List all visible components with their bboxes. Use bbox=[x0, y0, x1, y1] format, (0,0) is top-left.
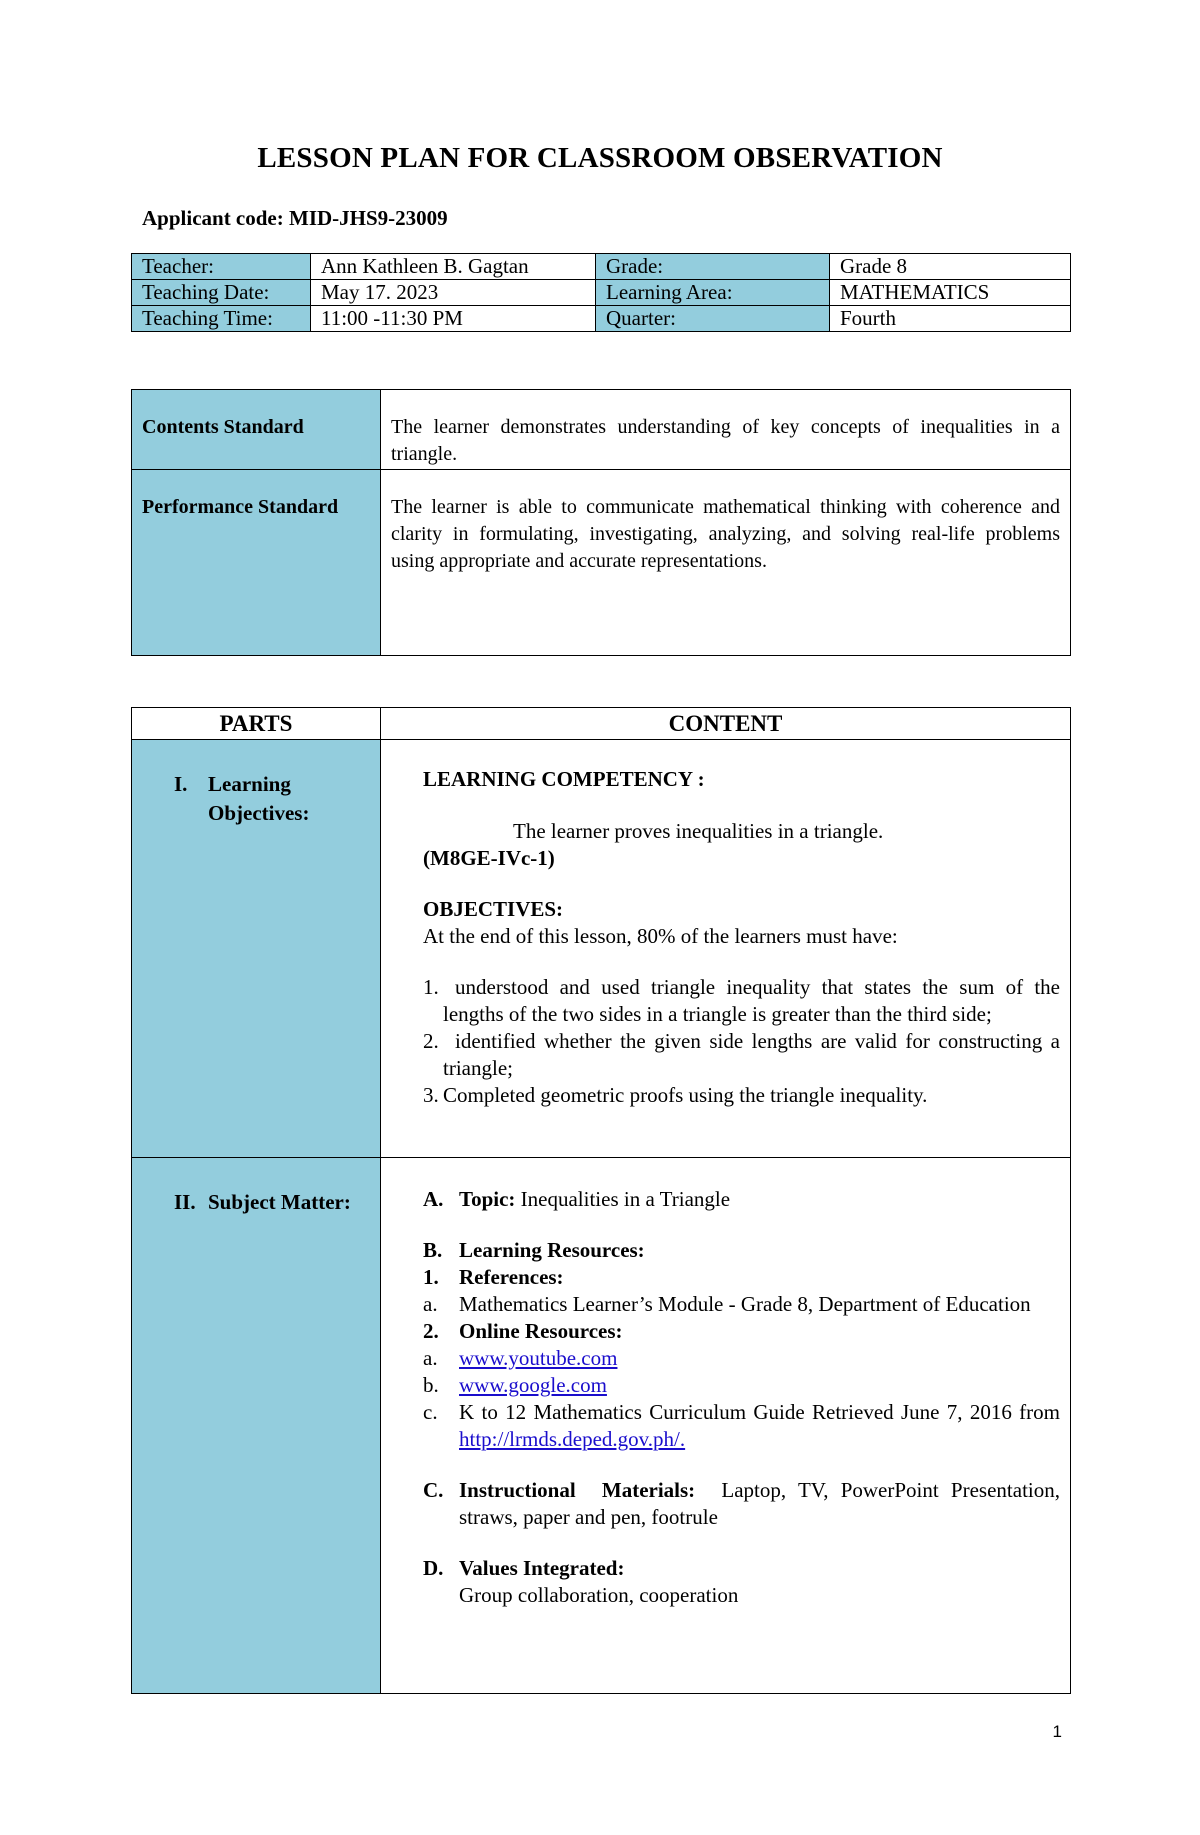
teacher-label: Teacher: bbox=[132, 254, 311, 280]
resources-label: Learning Resources: bbox=[459, 1238, 645, 1262]
content-standard-label: Contents Standard bbox=[132, 390, 381, 470]
performance-standard-label: Performance Standard bbox=[132, 470, 381, 656]
list-text: identified whether the given side lengths are valid for constructing a triangle; bbox=[443, 1029, 1060, 1080]
subject-matter-part-label bbox=[132, 1158, 381, 1694]
list-marker: a. bbox=[423, 1346, 438, 1370]
part-number: II. bbox=[174, 1190, 196, 1214]
youtube-link[interactable]: www.youtube.com bbox=[459, 1346, 618, 1370]
reference-a bbox=[423, 1291, 1060, 1318]
list-marker: b. bbox=[423, 1373, 439, 1397]
parts-column-header: PARTS bbox=[132, 708, 381, 740]
list-marker: 3. bbox=[423, 1083, 439, 1107]
topic-item bbox=[423, 1186, 1060, 1213]
materials-label: Instructional Materials: bbox=[459, 1478, 696, 1502]
online-resource-b bbox=[423, 1372, 1060, 1399]
references-label: References: bbox=[459, 1265, 564, 1289]
part-number: I. bbox=[174, 772, 188, 796]
online-resources-label: Online Resources: bbox=[459, 1319, 623, 1343]
standards-table bbox=[131, 389, 1071, 656]
teaching-date-label: Teaching Date: bbox=[132, 280, 311, 306]
content-column-header: CONTENT bbox=[381, 708, 1071, 740]
online-resource-a bbox=[423, 1345, 1060, 1372]
list-item bbox=[423, 1028, 1060, 1082]
materials-item bbox=[423, 1477, 1060, 1531]
curriculum-guide-text: K to 12 Mathematics Curriculum Guide Retrieved June 7, 2016 from bbox=[459, 1400, 1060, 1424]
info-row bbox=[132, 254, 1071, 280]
learning-area-value: MATHEMATICS bbox=[830, 280, 1071, 306]
materials-value: Laptop, TV, PowerPoint Presentation, straws, paper and pen, footrule bbox=[459, 1478, 1060, 1529]
topic-label: Topic: bbox=[459, 1187, 516, 1211]
part-title: Learning Objectives: bbox=[208, 772, 310, 825]
objectives-heading: OBJECTIVES: bbox=[423, 897, 564, 921]
performance-standard-row bbox=[132, 470, 1071, 656]
values-value: Group collaboration, cooperation bbox=[459, 1583, 739, 1607]
topic-value: Inequalities in a Triangle bbox=[520, 1187, 731, 1211]
competency-text: The learner proves inequalities in a triangle. bbox=[513, 819, 884, 843]
list-marker: A. bbox=[423, 1187, 444, 1211]
info-table bbox=[131, 253, 1071, 332]
quarter-label: Quarter: bbox=[596, 306, 830, 332]
objectives-part-label bbox=[132, 740, 381, 1158]
teaching-time-value: 11:00 -11:30 PM bbox=[311, 306, 596, 332]
quarter-value: Fourth bbox=[830, 306, 1071, 332]
objectives-content bbox=[381, 740, 1071, 1158]
list-marker: 2. bbox=[423, 1319, 439, 1343]
learning-area-label: Learning Area: bbox=[596, 280, 830, 306]
list-marker: c. bbox=[423, 1400, 438, 1424]
values-label: Values Integrated: bbox=[459, 1556, 625, 1580]
page-title: LESSON PLAN FOR CLASSROOM OBSERVATION bbox=[257, 142, 943, 174]
list-marker: a. bbox=[423, 1292, 438, 1316]
performance-standard-text: The learner is able to communicate mathematical thinking with coherence and clarity in formulating, investigating, analyzing, and solving real-life problems using appropriate and accurate representations. bbox=[381, 470, 1071, 656]
applicant-code: Applicant code: MID-JHS9-23009 bbox=[142, 206, 448, 230]
subject-matter-row bbox=[132, 1158, 1071, 1694]
part-title: Subject Matter: bbox=[208, 1190, 351, 1214]
list-marker: 1. bbox=[423, 975, 439, 999]
list-marker: D. bbox=[423, 1556, 444, 1580]
grade-value: Grade 8 bbox=[830, 254, 1071, 280]
list-item bbox=[423, 1082, 1060, 1109]
info-row bbox=[132, 306, 1071, 332]
grade-label: Grade: bbox=[596, 254, 830, 280]
list-item bbox=[423, 974, 1060, 1028]
content-standard-row bbox=[132, 390, 1071, 470]
competency-heading: LEARNING COMPETENCY : bbox=[423, 767, 705, 791]
values-item bbox=[423, 1555, 1060, 1609]
objectives-list bbox=[423, 974, 1060, 1109]
online-resource-c bbox=[423, 1399, 1060, 1453]
page-number: 1 bbox=[1052, 1722, 1062, 1741]
subject-matter-content bbox=[381, 1158, 1071, 1694]
reference-text: Mathematics Learner’s Module - Grade 8, Department of Education bbox=[459, 1292, 1031, 1316]
content-standard-text: The learner demonstrates understanding of key concepts of inequalities in a triangle. bbox=[381, 390, 1071, 470]
teacher-value: Ann Kathleen B. Gagtan bbox=[311, 254, 596, 280]
list-marker: 1. bbox=[423, 1265, 439, 1289]
teaching-date-value: May 17. 2023 bbox=[311, 280, 596, 306]
list-marker: B. bbox=[423, 1238, 443, 1262]
online-resources-item bbox=[423, 1318, 1060, 1345]
competency-code: (M8GE-IVc-1) bbox=[423, 846, 555, 870]
parts-header-row bbox=[132, 708, 1071, 740]
resources-item bbox=[423, 1237, 1060, 1264]
references-item bbox=[423, 1264, 1060, 1291]
lrmds-link[interactable]: http://lrmds.deped.gov.ph/. bbox=[459, 1427, 686, 1451]
list-marker: C. bbox=[423, 1478, 444, 1502]
info-row bbox=[132, 280, 1071, 306]
list-marker: 2. bbox=[423, 1029, 439, 1053]
list-text: Completed geometric proofs using the triangle inequality. bbox=[443, 1083, 928, 1107]
google-link[interactable]: www.google.com bbox=[459, 1373, 607, 1397]
objectives-intro: At the end of this lesson, 80% of the learners must have: bbox=[423, 924, 898, 948]
list-text: understood and used triangle inequality that states the sum of the lengths of the two sides in a triangle is greater than the third side; bbox=[443, 975, 1060, 1026]
objectives-row bbox=[132, 740, 1071, 1158]
teaching-time-label: Teaching Time: bbox=[132, 306, 311, 332]
parts-table bbox=[131, 707, 1071, 1694]
